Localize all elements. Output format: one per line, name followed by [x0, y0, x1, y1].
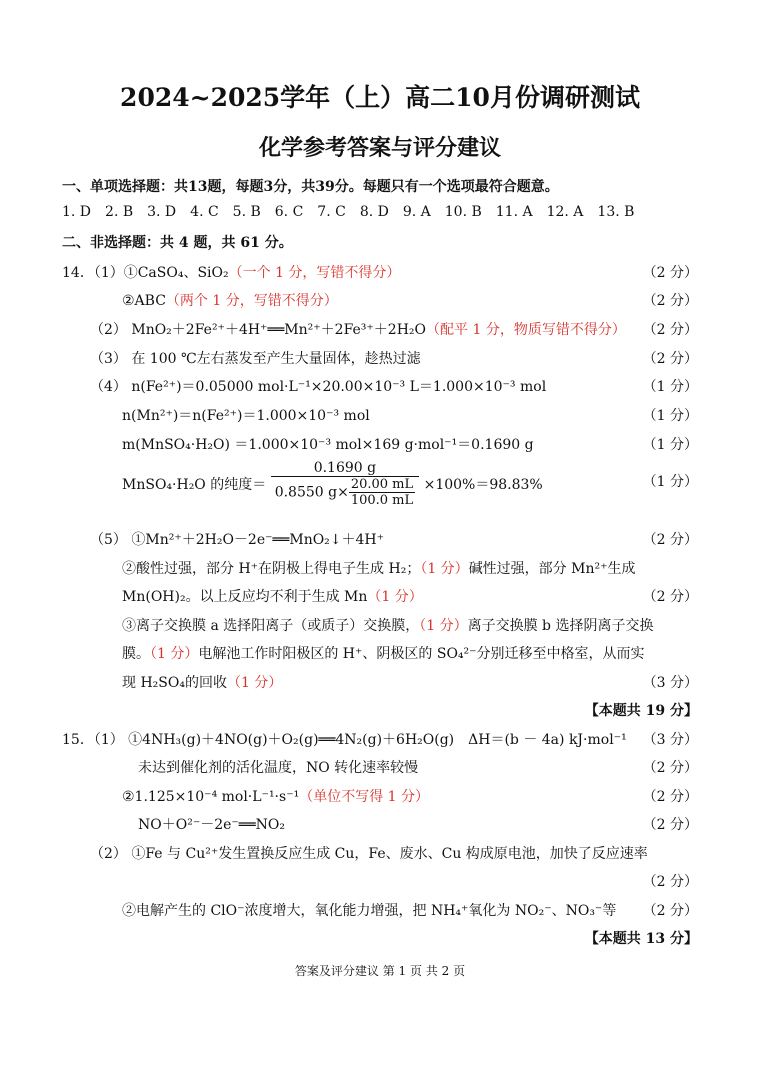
q14-l11-note: （1 分） [367, 589, 423, 605]
q14-l9-score: （2 分） [642, 532, 698, 548]
purity-den-a: 0.8550 g× [274, 484, 349, 501]
purity-denominator [271, 477, 419, 508]
q14-l1-score: （2 分） [642, 265, 698, 281]
q14-line-13 [122, 643, 645, 663]
q14-line-1 [62, 262, 400, 282]
q14-l8-score: （1 分） [642, 474, 698, 490]
q14-l12-a: ③离子交换膜 a 选择阳离子（或质子）交换膜， [122, 618, 420, 634]
q14-l7-score: （1 分） [642, 437, 698, 453]
q15-line-7: ②电解产生的 ClO⁻浓度增大，氧化能力增强，把 NH₄⁺氧化为 NO₂⁻、NO₃⁻等 [122, 903, 617, 919]
q14-line-7: m(MnSO₄·H₂O) ＝1.000×10⁻³ mol×169 g·mol⁻¹＝0.1690 g [122, 437, 534, 453]
q14-l13-a: 膜。 [122, 646, 150, 662]
q14-l10-b: 碱性过强，部分 Mn²⁺生成 [468, 561, 636, 577]
q14-l14-a: 现 H₂SO₄的回收 [122, 675, 227, 691]
q14-line-4: （3） 在 100 ℃左右蒸发至产生大量固体，趁热过滤 [90, 351, 421, 367]
q14-line-14 [122, 672, 282, 692]
q15-l3-text: ②1.125×10⁻⁴ mol·L⁻¹·s⁻¹ [122, 789, 300, 805]
q14-l14-note: （1 分） [226, 675, 283, 691]
q14-l3-text: （2） MnO₂＋2Fe²⁺＋4H⁺══Mn²⁺＋2Fe³⁺＋2H₂O [90, 322, 427, 338]
page-subtitle: 化学参考答案与评分建议 [258, 135, 501, 161]
q14-l10-a: ②酸性过强，部分 H⁺在阴极上得电子生成 H₂； [122, 561, 421, 577]
q14-l13-note: （1 分） [150, 646, 199, 662]
q14-l8-prefix: MnSO₄·H₂O 的纯度＝ [122, 477, 267, 493]
q14-line-10 [122, 558, 636, 578]
q14-l5-score: （1 分） [642, 379, 698, 395]
volume-fraction [349, 477, 415, 508]
section2-heading: 二、非选择题：共 4 题，共 61 分。 [62, 235, 293, 251]
q14-l13-b: 电解池工作时阳极区的 H⁺、阴极区的 SO₄²⁻分别迁移至中格室，从而实 [198, 646, 645, 662]
q15-l2-score: （2 分） [642, 760, 698, 776]
q14-purity-formula [122, 460, 543, 508]
q14-l2-text: ②ABC [122, 293, 166, 309]
q15-l1-score: （3 分） [642, 732, 698, 748]
section1-heading: 一、单项选择题：共13题，每题3分，共39分。每题只有一个选项最符合题意。 [62, 179, 559, 195]
q14-l8-suffix: ×100%＝98.83% [423, 477, 543, 493]
q14-line-6: n(Mn²⁺)＝n(Fe²⁺)＝1.000×10⁻³ mol [122, 408, 370, 424]
q15-l7-score: （2 分） [642, 903, 698, 919]
q14-l1-text: 14．（1）①CaSO₄、SiO₂ [62, 265, 229, 281]
q15-l6-score: （2 分） [642, 874, 698, 890]
section1-answers: 1. D 2. B 3. D 4. C 5. B 6. C 7. C 8. D 9. A 10. B 11. A 12. A 13. B [62, 204, 635, 220]
q14-l1-note: （一个 1 分，写错不得分） [228, 265, 401, 281]
page-footer: 答案及评分建议 第 1 页 共 2 页 [294, 964, 466, 978]
q14-line-12 [122, 615, 653, 635]
q14-line-2 [122, 290, 338, 310]
q14-l6-score: （1 分） [642, 408, 698, 424]
page-title: 2024~2025学年（上）高二10月份调研测试 [120, 83, 640, 112]
q15-l3-score: （2 分） [642, 789, 698, 805]
q14-l4-score: （2 分） [642, 351, 698, 367]
q15-line-3 [122, 786, 429, 806]
q15-total: 【本题共 13 分】 [584, 931, 698, 947]
q14-l12-note: （1 分） [419, 618, 468, 634]
purity-fraction [271, 460, 419, 508]
q14-l11-a: Mn(OH)₂。以上反应均不利于生成 Mn [122, 589, 368, 605]
q15-l4-score: （2 分） [642, 817, 698, 833]
q14-l3-score: （2 分） [642, 322, 698, 338]
q14-l10-note: （1 分） [420, 561, 469, 577]
q15-line-5: （2） ①Fe 与 Cu²⁺发生置换反应生成 Cu，Fe、废水、Cu 构成原电池，加快了反应速率 [90, 846, 648, 862]
q14-line-11 [122, 586, 423, 606]
q14-line-5: （4） n(Fe²⁺)＝0.05000 mol·L⁻¹×20.00×10⁻³ L＝1.000×10⁻³ mol [90, 379, 547, 395]
q14-l11-score: （2 分） [642, 589, 698, 605]
q15-line-4: NO＋O²⁻－2e⁻══NO₂ [138, 817, 285, 833]
q14-l3-note: （配平 1 分，物质写错不得分） [426, 322, 626, 338]
q14-l14-score: （3 分） [642, 675, 698, 691]
purity-numerator: 0.1690 g [271, 460, 419, 477]
q15-l3-note: （单位不写得 1 分） [299, 789, 430, 805]
q15-line-1: 15．（1） ①4NH₃(g)＋4NO(g)＋O₂(g)══4N₂(g)＋6H₂O(g) ΔH＝(b － 4a) kJ·mol⁻¹ [62, 732, 627, 748]
volume-numerator: 20.00 mL [350, 477, 414, 492]
q14-total: 【本题共 19 分】 [584, 703, 698, 719]
q15-line-2: 未达到催化剂的活化温度，NO 转化速率较慢 [138, 760, 419, 776]
q14-line-3 [90, 319, 626, 339]
q14-line-9: （5） ①Mn²⁺＋2H₂O－2e⁻══MnO₂↓＋4H⁺ [90, 532, 385, 548]
q14-l12-b: 离子交换膜 b 选择阴离子交换 [467, 618, 654, 634]
volume-denominator: 100.0 mL [350, 493, 414, 508]
q14-l2-score: （2 分） [642, 293, 698, 309]
q14-l2-note: （两个 1 分，写错不得分） [165, 293, 338, 309]
